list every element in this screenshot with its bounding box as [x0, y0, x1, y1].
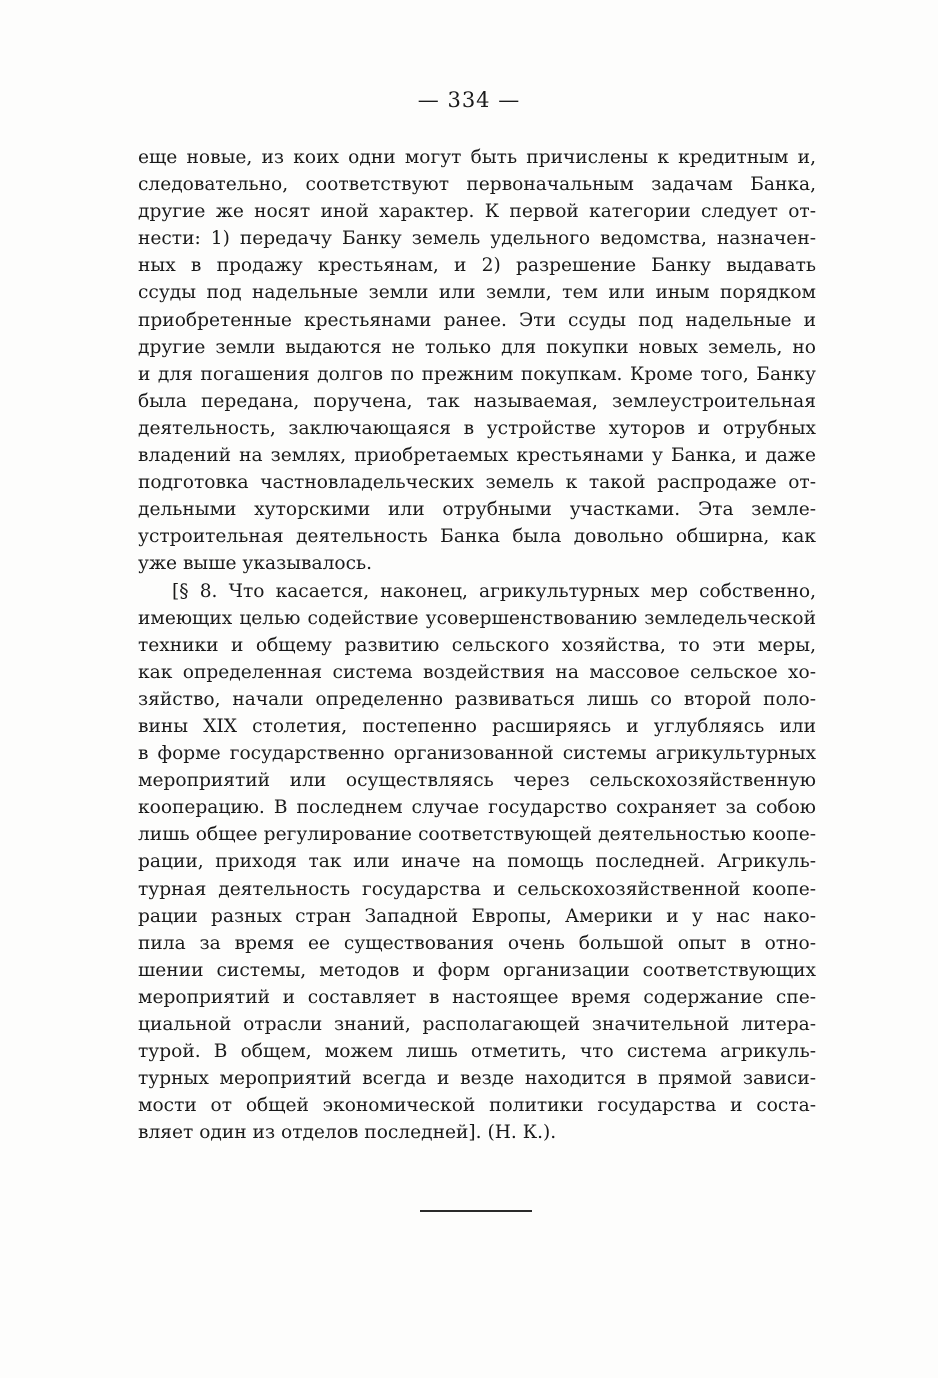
- text-line: как определенная система воздействия на массовое сельское хо-: [138, 661, 816, 683]
- text-line: в форме государственно организованной системы агрикультурных: [138, 743, 816, 765]
- text-line: другие земли выдаются не только для покупки новых земель, но: [138, 336, 816, 358]
- text-line: зяйство, начали определенно развиваться лишь со второй поло-: [138, 688, 816, 710]
- text-line: мости от общей экономической политики государства и соста-: [138, 1095, 816, 1117]
- text-line: владений на землях, приобретаемых крестьянами у Банка, и даже: [138, 445, 816, 467]
- text-line: приобретенные крестьянами ранее. Эти ссуды под надельные и: [138, 309, 816, 331]
- text-line: техники и общему развитию сельского хозяйства, то эти меры,: [138, 634, 816, 656]
- text-line: циальной отрасли знаний, располагающей значительной литера-: [138, 1014, 816, 1035]
- text-line: мероприятий или осуществляясь через сельскохозяйственную: [138, 770, 816, 792]
- paragraph-end-line: уже выше указывалось.: [138, 553, 373, 575]
- text-line: лишь общее регулирование соответствующей деятельностью коопе-: [138, 824, 816, 846]
- text-line: вины XIX столетия, постепенно расширяясь и углубляясь или: [138, 715, 816, 737]
- text-line: следовательно, соответствуют первоначальным задачам Банка,: [138, 174, 816, 196]
- text-line: кооперацию. В последнем случае государство сохраняет за собою: [138, 797, 816, 819]
- text-line: турой. В общем, можем лишь отметить, что система агрикуль-: [138, 1041, 816, 1063]
- text-line: устроительная деятельность Банка была довольно обширна, как: [138, 526, 816, 548]
- text-line: ссуды под надельные земли или земли, тем или иным порядком: [138, 282, 816, 304]
- text-line: рации, приходя так или иначе на помощь последней. Агрикуль-: [138, 851, 816, 873]
- page-number: — 334 —: [417, 88, 521, 112]
- text-line: другие же носят иной характер. К первой категории следует от-: [138, 201, 816, 223]
- text-line: рации разных стран Западной Европы, Америки и у нас нако-: [138, 905, 816, 927]
- text-line: была передана, поручена, так называемая, землеустроительная: [138, 390, 816, 412]
- text-line: дельными хуторскими или отрубными участками. Эта земле-: [138, 499, 816, 521]
- text-line: деятельность, заключающаяся в устройстве хуторов и отрубных: [138, 417, 816, 439]
- text-line: еще новые, из коих одни могут быть причислены к кредитным и,: [138, 147, 816, 168]
- text-line: подготовка частновладельческих земель к такой распродаже от-: [138, 472, 816, 494]
- text-line: ных в продажу крестьянам, и 2) разрешение Банку выдавать: [138, 255, 816, 277]
- section-8-first-line: [§ 8. Что касается, наконец, агрикультурных мер собственно,: [172, 580, 816, 602]
- text-line: турных мероприятий всегда и везде находится в прямой зависи-: [138, 1068, 816, 1090]
- text-line: мероприятий и составляет в настоящее время содержание спе-: [138, 986, 816, 1008]
- text-line: пила за время ее существования очень большой опыт в отно-: [138, 932, 816, 954]
- text-line: имеющих целью содействие усовершенствованию земледельческой: [138, 607, 816, 629]
- text-line: нести: 1) передачу Банку земель удельного ведомства, назначен-: [138, 228, 816, 250]
- paragraph-end-line: вляет один из отделов последней]. (Н. К.).: [138, 1122, 557, 1144]
- body-text: [138, 144, 816, 1146]
- text-line: шении системы, методов и форм организации соответствующих: [138, 959, 816, 981]
- end-rule-divider: [420, 1210, 532, 1212]
- text-line: и для погашения долгов по прежним покупкам. Кроме того, Банку: [138, 363, 816, 385]
- text-line: турная деятельность государства и сельскохозяйственной коопе-: [138, 878, 816, 900]
